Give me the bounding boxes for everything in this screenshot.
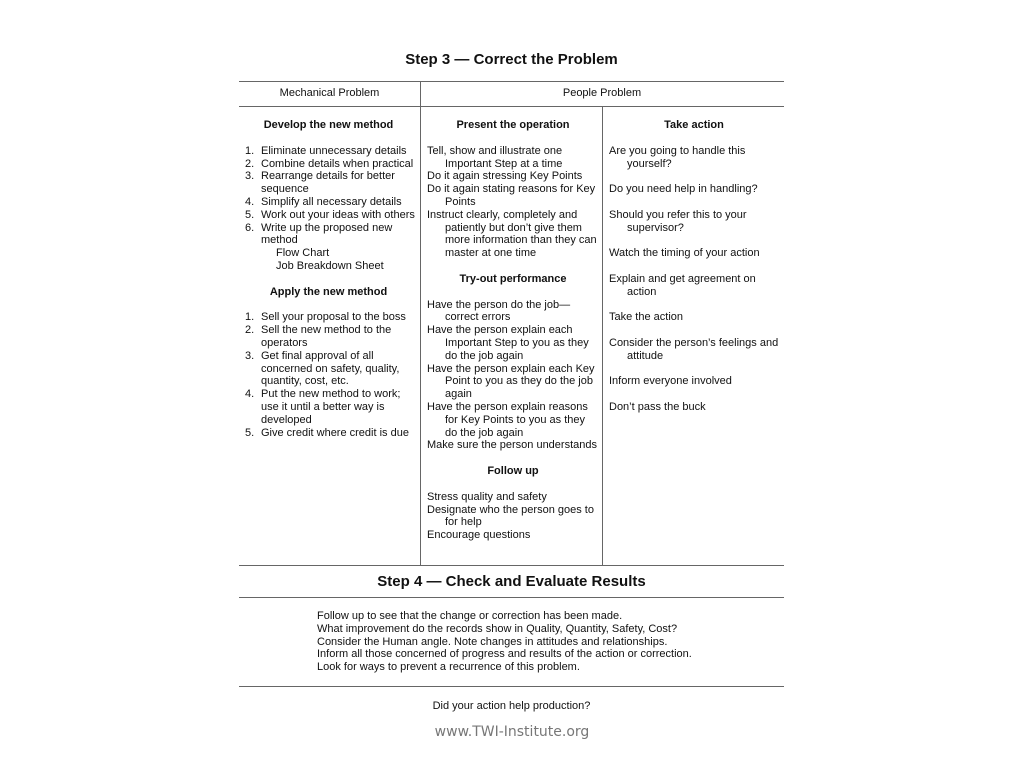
list-item: Do you need help in handling? xyxy=(609,183,758,196)
apply-heading: Apply the new method xyxy=(269,285,388,298)
step4-title: Step 4 — Check and Evaluate Results xyxy=(377,573,646,590)
divider-header xyxy=(239,106,784,107)
footer-url: www.TWI-Institute.org xyxy=(434,724,590,740)
check-line: Inform all those concerned of progress and results of the action or correction. xyxy=(317,648,692,661)
check-line: What improvement do the records show in Quality, Quantity, Safety, Cost? xyxy=(317,622,678,635)
present-heading: Present the operation xyxy=(456,119,570,131)
divider-step4 xyxy=(239,597,784,598)
list-item: Instruct clearly, completely and patiently but don’t give them more information than they can master at one time xyxy=(427,208,597,260)
list-item: Do it again stating reasons for Key Points xyxy=(427,183,596,208)
column-divider-1 xyxy=(420,81,421,565)
divider-top xyxy=(239,81,784,82)
list-item: 6. Write up the proposed new method xyxy=(245,221,393,247)
list-item: Explain and get agreement on action xyxy=(609,272,756,298)
list-item: 2. Sell the new method to the operators xyxy=(245,324,392,349)
step4-checklist xyxy=(317,610,692,674)
step3-title: Step 3 — Correct the Problem xyxy=(405,51,618,68)
list-item: 5. Give credit where credit is due xyxy=(245,426,409,439)
mechanical-problem-header: Mechanical Problem xyxy=(279,87,380,99)
divider-table-bottom xyxy=(239,565,784,566)
list-item: Should you refer this to your supervisor? xyxy=(609,208,747,234)
sub-item: Job Breakdown Sheet xyxy=(276,259,384,272)
list-item: 3. Rearrange details for better sequence xyxy=(245,170,395,196)
check-line: Look for ways to prevent a recurrence of this problem. xyxy=(317,661,580,674)
develop-heading: Develop the new method xyxy=(263,119,394,131)
sub-item: Flow Chart xyxy=(276,247,330,260)
list-item: 5. Work out your ideas with others xyxy=(245,208,415,221)
people-column-instruct xyxy=(427,119,599,542)
action-heading: Take action xyxy=(664,119,724,131)
develop-list xyxy=(239,145,418,247)
list-item: Have the person explain each Key Point to you as they do the job again xyxy=(427,362,595,401)
list-item: Inform everyone involved xyxy=(609,375,732,388)
tryout-heading: Try-out performance xyxy=(459,272,567,285)
list-item: Consider the person’s feelings and attitude xyxy=(609,336,779,362)
divider-bottom xyxy=(239,686,784,687)
people-problem-header: People Problem xyxy=(562,87,642,99)
list-item: Make sure the person understands xyxy=(427,439,597,452)
check-line: Consider the Human angle. Note changes in attitudes and relationships. xyxy=(317,635,668,648)
list-item: 3. Get final approval of all concerned on safety, quality, quantity, cost, etc. xyxy=(245,349,400,388)
list-item: Designate who the person goes to for help xyxy=(427,503,594,529)
list-item: Are you going to handle this yourself? xyxy=(609,144,746,170)
list-item: Have the person explain reasons for Key Points to you as they do the job again xyxy=(427,400,588,439)
column-divider-2 xyxy=(602,106,603,565)
list-item: Watch the timing of your action xyxy=(609,247,760,260)
list-item: Have the person explain each Important Step to you as they do the job again xyxy=(427,324,589,362)
list-item: 2. Combine details when practical xyxy=(245,157,414,170)
list-item: 4. Put the new method to work; use it until a better way is developed xyxy=(245,388,401,426)
list-item: 1. Sell your proposal to the boss xyxy=(245,311,406,324)
list-item: 1. Eliminate unnecessary details xyxy=(245,144,407,157)
apply-list xyxy=(239,311,418,439)
production-question: Did your action help production? xyxy=(432,700,591,712)
list-item: Do it again stressing Key Points xyxy=(427,170,583,183)
list-item: Encourage questions xyxy=(427,529,531,542)
list-item: Tell, show and illustrate one Important Step at a time xyxy=(427,144,563,170)
mechanical-column xyxy=(239,119,418,439)
list-item: Don’t pass the buck xyxy=(609,400,706,413)
list-item: Have the person do the job—correct errors xyxy=(427,298,571,324)
check-line: Follow up to see that the change or correction has been made. xyxy=(317,610,623,622)
list-item: Take the action xyxy=(609,311,683,324)
people-column-action xyxy=(609,119,779,414)
list-item: Stress quality and safety xyxy=(427,490,547,503)
list-item: 4. Simplify all necessary details xyxy=(245,195,402,208)
followup-heading: Follow up xyxy=(487,464,539,477)
